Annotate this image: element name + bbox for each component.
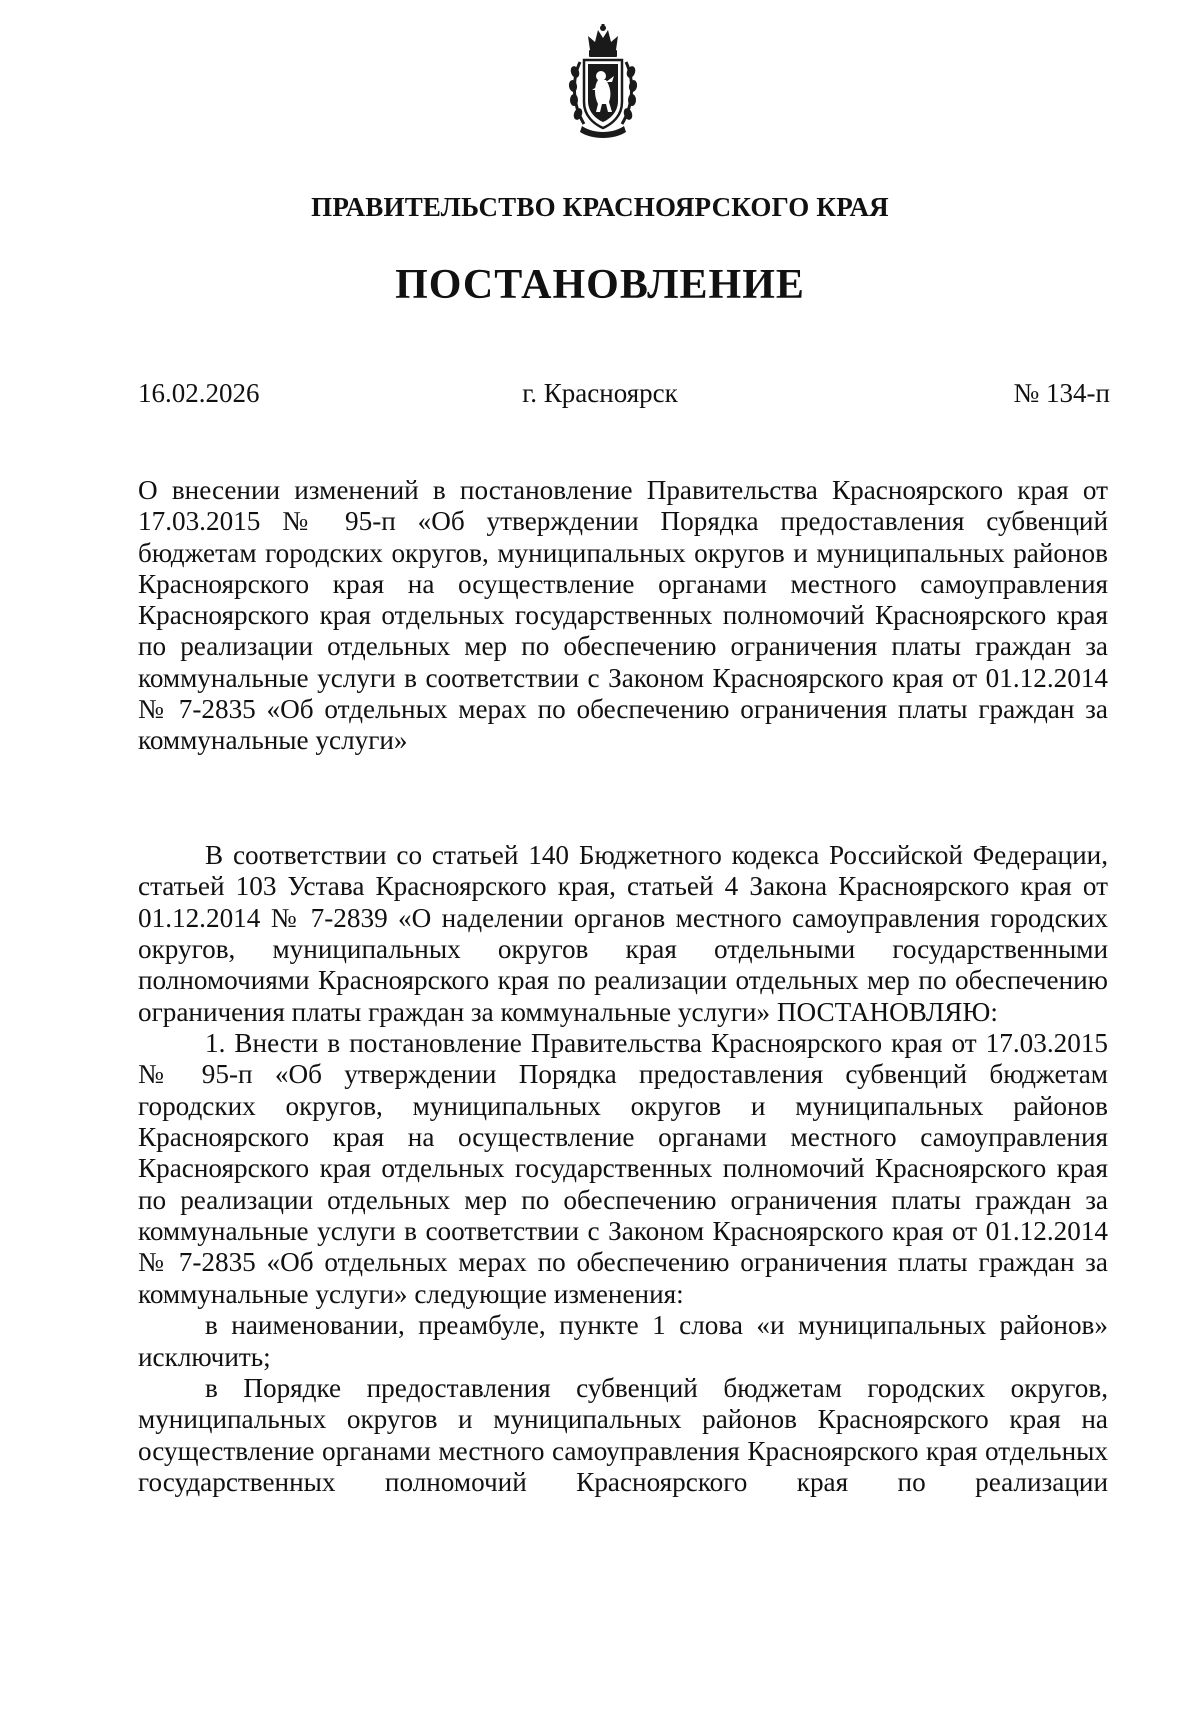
document-date: 16.02.2026 <box>138 378 260 408</box>
change-2-paragraph: в Порядке предоставления субвенций бюджетам городских округов, муниципальных округов и муниципальных районов Красноярского края на осуществление органами местного самоуправления Красноярского края отдельных государственных полномочий Красноярского края по реализации <box>138 1372 1108 1497</box>
coat-of-arms-icon <box>568 24 638 140</box>
organization-title: ПРАВИТЕЛЬСТВО КРАСНОЯРСКОГО КРАЯ <box>311 192 889 222</box>
change-1-paragraph: в наименовании, преамбуле, пункте 1 слова «и муниципальных районов» исключить; <box>138 1310 1108 1372</box>
point-1-paragraph: 1. Внести в постановление Правительства Красноярского края от 17.03.2015 № 95-п «Об утверждении Порядка предоставления субвенций бюджетам городских округов, муниципальных округов и муниципальных районов Красноярского края на осуществление органами местного самоуправления Красноярского края отдельных государственных полномочий Красноярского края по реализации отдельных мер по обеспечению ограничения платы граждан за коммунальные услуги в соответствии с Законом Красноярского края от 01.12.2014 № 7-2835 «Об отдельных мерах по обеспечению ограничения платы граждан за коммунальные услуги» следующие изменения: <box>138 1028 1108 1309</box>
document-city: г. Красноярск <box>522 378 678 408</box>
document-type-title: ПОСТАНОВЛЕНИЕ <box>395 262 805 308</box>
document-number: № 134-п <box>1013 378 1110 408</box>
preamble-paragraph: В соответствии со статьей 140 Бюджетного кодекса Российской Федерации, статьей 103 Устава Красноярского края, статьей 4 Закона Красноярского края от 01.12.2014 № 7-2839 «О наделении органов местного самоуправления городских округов, муниципальных округов края отдельными государственными полномочиями Красноярского края по реализации отдельных мер по обеспечению ограничения платы граждан за коммунальные услуги» ПОСТАНОВЛЯЮ: <box>138 840 1108 1027</box>
document-body <box>138 840 1108 1498</box>
document-subject: О внесении изменений в постановление Правительства Красноярского края от 17.03.2015 № 95-п «Об утверждении Порядка предоставления субвенций бюджетам городских округов, муниципальных округов и муниципальных районов Красноярского края на осуществление органами местного самоуправления Красноярского края отдельных государственных полномочий Красноярского края по реализации отдельных мер по обеспечению ограничения платы граждан за коммунальные услуги в соответствии с Законом Красноярского края от 01.12.2014 № 7-2835 «Об отдельных мерах по обеспечению ограничения платы граждан за коммунальные услуги» <box>138 475 1108 756</box>
